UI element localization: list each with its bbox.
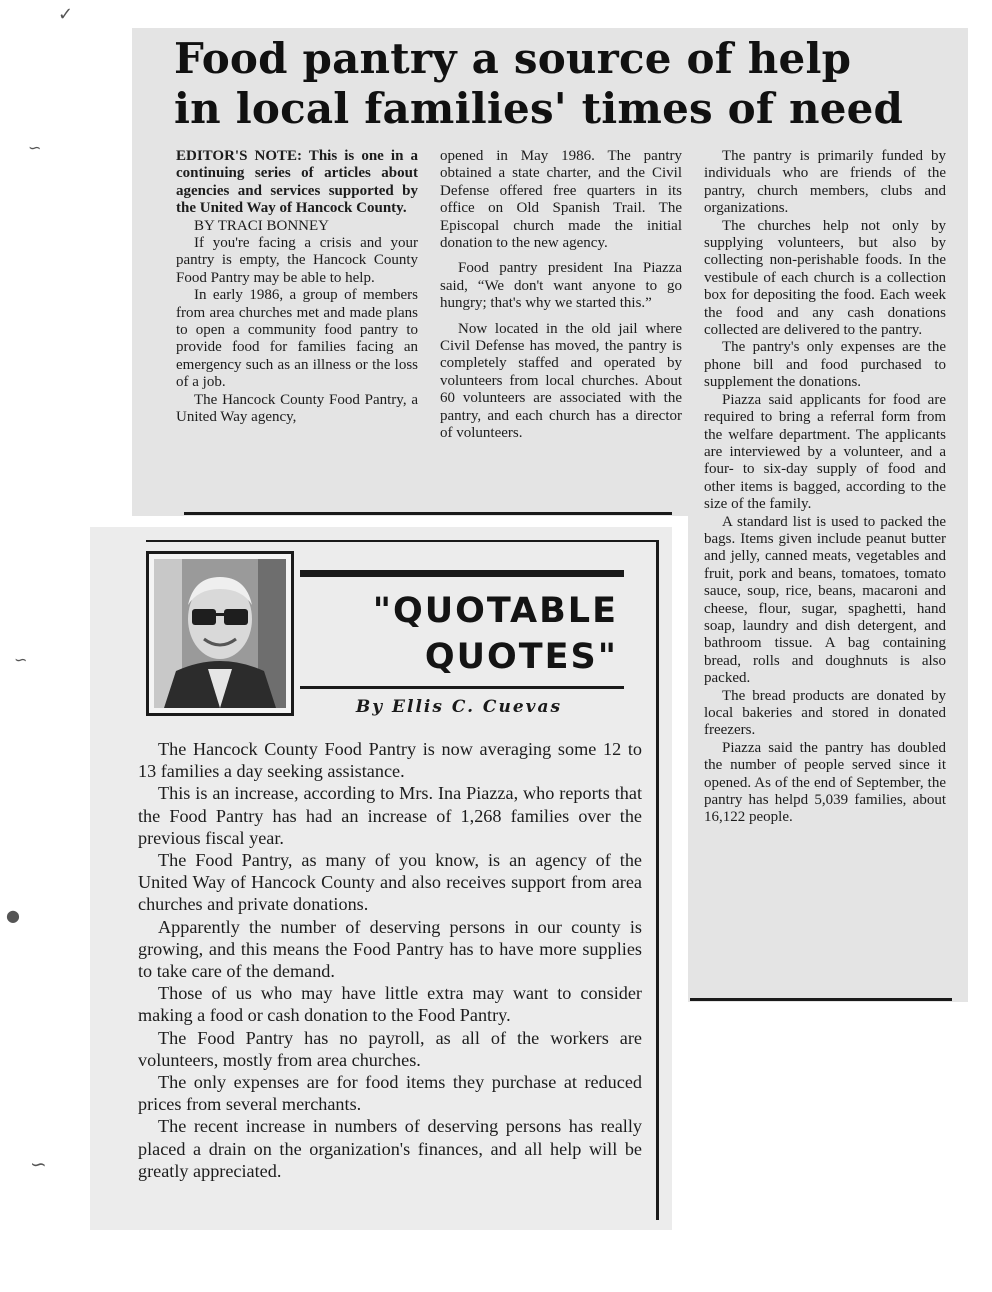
columnist-photo bbox=[146, 551, 294, 716]
headline-line-2: in local families' times of need bbox=[174, 84, 904, 133]
article-paragraph: The Hancock County Food Pantry, a United Way agency, bbox=[176, 391, 418, 426]
column-box-rule-top bbox=[146, 540, 656, 542]
article-paragraph: The churches help not only by supplying volunteers, but also by collecting non-perishable foods. In the vestibule of each church is a collection box for depositing the food. Each week the food and any cash donations collected are delivered to the pantry. bbox=[704, 217, 946, 339]
column-title-line-2: QUOTES" bbox=[424, 637, 618, 677]
article-paragraph: The pantry is primarily funded by individuals who are friends of the pantry, church members, clubs and organizations. bbox=[704, 148, 946, 217]
margin-smudge-3: ∽ bbox=[30, 1152, 47, 1176]
article-bottom-rule-right bbox=[690, 998, 952, 1001]
article-paragraph: Piazza said the pantry has doubled the number of people served since it opened. As of the end of September, the pantry has helpd 5,039 families, about 16,122 people. bbox=[704, 739, 946, 826]
columnist-portrait-icon bbox=[154, 559, 286, 708]
column-paragraph: Apparently the number of deserving persons in our county is growing, and this means the Food Pantry has to have more supplies to take care of the demand. bbox=[138, 916, 642, 982]
article-bottom-rule-left bbox=[184, 512, 672, 515]
margin-smudge-2: ∽ bbox=[14, 650, 28, 669]
column-byline: By Ellis C. Cuevas bbox=[355, 697, 563, 717]
article-paragraph: Piazza said applicants for food are required to bring a referral form from the welfare department. The applicants are interviewed by a volunteer, and a four- to six-day supply of food and other items is bagged, according to the size of the family. bbox=[704, 391, 946, 513]
headline-line-1: Food pantry a source of help bbox=[174, 34, 852, 83]
article-paragraph: Now located in the old jail where Civil Defense has moved, the pantry is completely staffed and operated by volunteers from local churches. About 60 volunteers are associated with the pantry, and each church has a director of volunteers. bbox=[440, 320, 682, 442]
column-paragraph: The Food Pantry, as many of you know, is an agency of the United Way of Hancock County and also receives support from area churches and private donations. bbox=[138, 850, 642, 915]
margin-dot: ● bbox=[6, 906, 20, 925]
column-paragraph: The Food Pantry has no payroll, as all of the workers are volunteers, mostly from area churches. bbox=[138, 1027, 642, 1070]
article-column-2 bbox=[440, 148, 682, 443]
column-box-rule-right bbox=[656, 540, 659, 1220]
column-paragraph: This is an increase, according to Mrs. Ina Piazza, who reports that the Food Pantry has had an increase of 1,268 families over the previous fiscal year. bbox=[138, 783, 642, 848]
column-paragraph: The recent increase in numbers of deserving persons has really placed a drain on the organization's finances, and all help will be greatly appreciated. bbox=[138, 1116, 642, 1181]
article-paragraph: Food pantry president Ina Piazza said, “We don't want anyone to go hungry; that's why we started this.” bbox=[440, 260, 682, 312]
editors-note: EDITOR'S NOTE: This is one in a continuing series of articles about agencies and services supported by the United Way of Hancock County. bbox=[176, 148, 418, 217]
article-headline bbox=[174, 34, 964, 134]
column-paragraph: The Hancock County Food Pantry is now averaging some 12 to 13 families a day seeking assistance. bbox=[138, 739, 642, 782]
article-paragraph: If you're facing a crisis and your pantry is empty, the Hancock County Food Pantry may be able to help. bbox=[176, 235, 418, 286]
column-title bbox=[300, 588, 618, 680]
column-title-rule-top bbox=[300, 570, 624, 577]
column-title-rule-bottom bbox=[300, 686, 624, 689]
column-paragraph: The only expenses are for food items they purchase at reduced prices from several merchants. bbox=[138, 1072, 642, 1115]
article-paragraph: The bread products are donated by local bakeries and stored in donated freezers. bbox=[704, 687, 946, 739]
column-body bbox=[138, 738, 642, 1182]
column-paragraph: Those of us who may have little extra may want to consider making a food or cash donation to the Food Pantry. bbox=[138, 983, 642, 1026]
margin-check-mark-top: ✓ bbox=[58, 4, 74, 25]
margin-smudge-1: ∽ bbox=[28, 138, 42, 157]
article-paragraph: In early 1986, a group of members from area churches met and made plans to open a community food pantry to provide food for families facing an emergency such as an illness or the loss of a job. bbox=[176, 287, 418, 391]
article-column-1 bbox=[176, 148, 418, 427]
article-byline: BY TRACI BONNEY bbox=[194, 217, 330, 234]
article-column-3 bbox=[704, 148, 946, 827]
article-paragraph: opened in May 1986. The pantry obtained a state charter, and the Civil Defense offered free quarters in its office on Old Spanish Trail. The Episcopal church made the initial donation to the new agency. bbox=[440, 148, 682, 252]
article-paragraph: The pantry's only expenses are the phone bill and food purchased to supplement the donations. bbox=[704, 339, 946, 391]
column-title-line-1: "QUOTABLE bbox=[372, 591, 618, 631]
article-paragraph: A standard list is used to packed the bags. Items given include peanut butter and jelly, canned meats, vegetables and fruit, pork and beans, tomatoes, tomato sauce, soup, rice, beans, macaroni and cheese, flour, sugar, spaghetti, hand soap, laundry and dish detergent, and bathroom tissue. A bag containing bread, rolls and doughnuts is also packed. bbox=[704, 513, 946, 687]
